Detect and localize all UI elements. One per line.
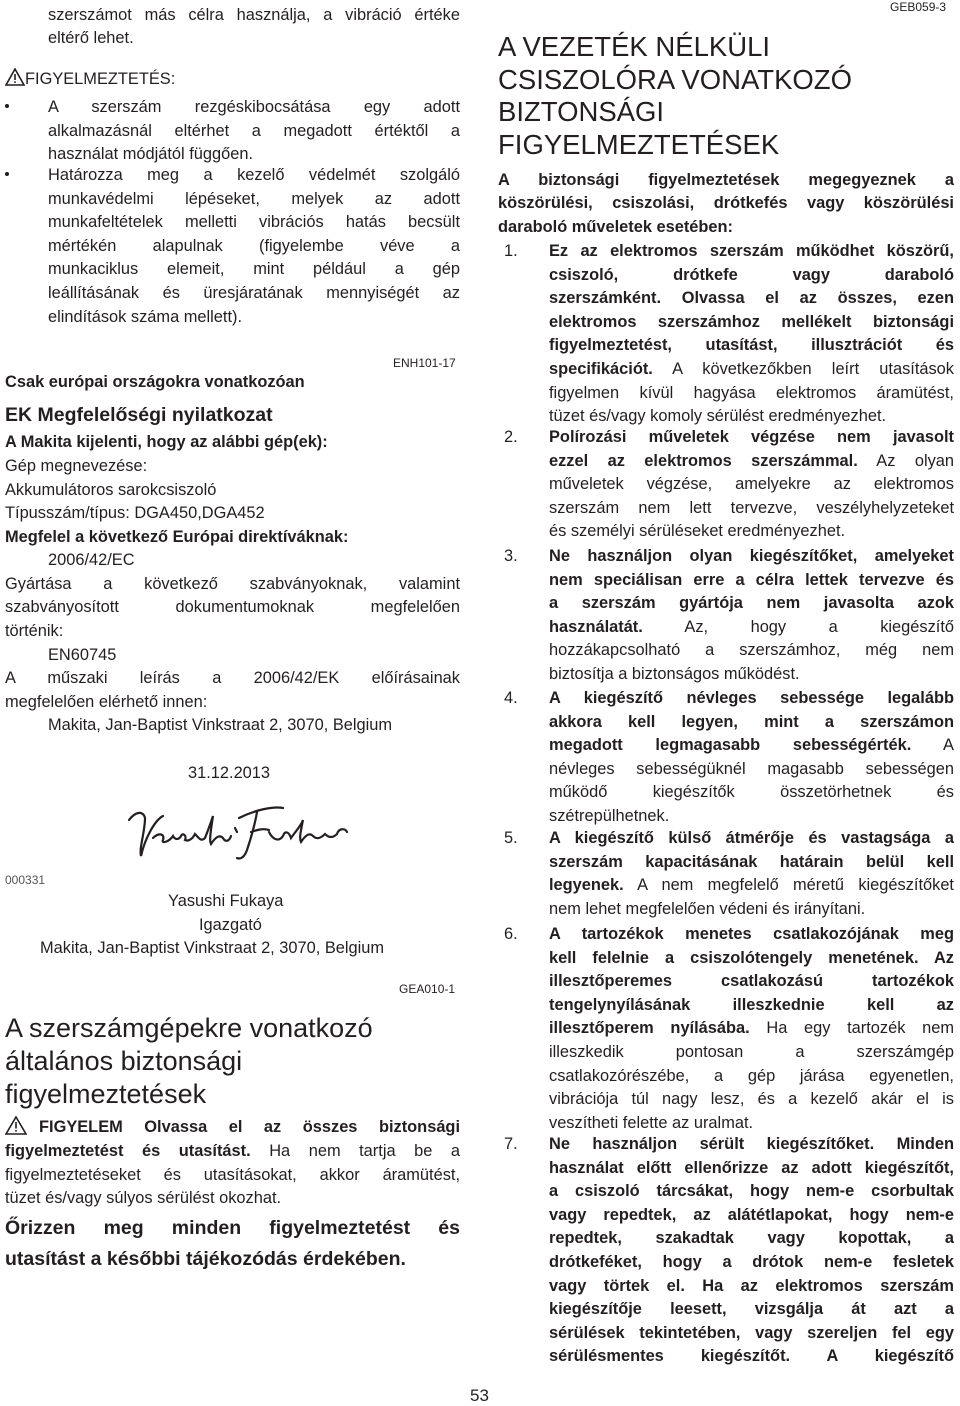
bold-segment: csiszoló, drótkefe vagy daraboló	[549, 265, 954, 284]
bold-segment: a szerszám gyártója nem javasolta azok	[549, 594, 954, 613]
gea-code: GEA010-1	[399, 982, 456, 996]
item-line	[549, 334, 954, 358]
item-line	[549, 1180, 954, 1204]
bullet-dot	[5, 104, 9, 108]
bold-segment: vagy törtek el. Ha az elektromos szerszám	[549, 1276, 954, 1295]
item-number: 6.	[504, 925, 518, 943]
general-heading	[5, 1012, 373, 1111]
bullet-2-line: leállításának és üresjáratának mennyiségét az	[48, 283, 460, 302]
text-segment: Ha egy tartozék nem	[749, 1019, 954, 1038]
bullet-1-line: használat módjától függően.	[48, 145, 254, 164]
warning-triangle-icon	[5, 1116, 27, 1135]
text-segment: nem lehet megfelelően védeni és irányítani.	[549, 899, 866, 918]
right-heading-line: CSISZOLÓRA VONATKOZÓ	[498, 63, 852, 95]
standard: EN60745	[48, 646, 117, 664]
made-line-2: szabványosított dokumentumoknak megfelelően	[5, 598, 460, 616]
item-number: 4.	[504, 689, 518, 707]
item-line	[549, 663, 954, 687]
model-label: Típusszám/típus: DGA450,DGA452	[5, 504, 265, 522]
right-intro-line: A biztonsági figyelmeztetések megegyeznek a	[498, 171, 954, 189]
general-heading-line: A szerszámgépekre vonatkozó	[5, 1013, 373, 1043]
bold-segment: Ne használjon sérült kiegészítőket.	[549, 1135, 875, 1153]
item-line	[549, 1275, 954, 1299]
figyelem-line-3: figyelmeztetéseket és utasításokat, akkor áramütést,	[5, 1166, 460, 1184]
right-heading-line: A VEZETÉK NÉLKÜLI	[498, 31, 771, 62]
item-line	[549, 287, 954, 311]
bold-segment: elektromos szerszámhoz mellékelt biztonsági	[549, 312, 954, 331]
item-number: 1.	[504, 242, 518, 260]
item-number: 5.	[504, 829, 518, 847]
address: Makita, Jan-Baptist Vinkstraat 2, 3070, Belgium	[48, 716, 393, 734]
item-line	[549, 1157, 954, 1181]
bold-segment: a csiszoló tárcsákat, hogy nem-e csorbultak	[549, 1182, 954, 1201]
text-segment: névleges sebességüknél magasabb sebességen	[549, 759, 954, 778]
bold-segment: szerszám kapacitásának határain belül kell	[549, 852, 954, 871]
text-segment: szétrepülhetnek.	[549, 806, 670, 825]
geb-code: GEB059-3	[890, 0, 947, 14]
keep-line-1: Őrizzen meg minden figyelmeztetést és	[5, 1217, 460, 1239]
complies-heading: Megfelel a következő Európai direktíváknak:	[5, 528, 349, 546]
item-line	[549, 569, 954, 593]
item-line	[549, 1017, 954, 1041]
bold-segment: kell felelnie a csiszolótengely menetének. Az	[549, 948, 954, 967]
item-line	[549, 781, 954, 805]
text-segment: biztosítja a biztonságos működést.	[549, 664, 800, 683]
tech-line-1: A műszaki leírás a 2006/42/EK előírásainak	[5, 669, 460, 687]
bold-segment: használat előtt ellenőrizze az adott kiegészítőt,	[549, 1158, 954, 1177]
made-line-1: Gyártása a következő szabványoknak, valamint	[5, 575, 460, 593]
text-segment: vibrációja túl nagy lesz, és a kezelő akár el is	[549, 1090, 954, 1109]
intro-line-1: szerszámot más célra használja, a vibráció értéke	[48, 6, 460, 24]
bullet-dot	[5, 172, 9, 176]
item-line	[549, 947, 954, 971]
directive: 2006/42/EC	[48, 551, 135, 569]
item-line	[549, 1204, 954, 1228]
item-line	[549, 520, 954, 544]
bold-segment: figyelmeztetést, utasítást, illusztrációt és	[549, 336, 954, 355]
bold-segment: vagy repedtek, az alátétlapokat, hogy nem-e	[549, 1205, 954, 1224]
figyelem-rest-2: Ha nem tartja be a	[250, 1142, 460, 1160]
figyelem-line-2	[5, 1140, 460, 1164]
item-line	[549, 497, 954, 521]
intro-line-2: eltérő lehet.	[48, 29, 134, 47]
item-line	[549, 264, 954, 288]
warning-heading-text: FIGYELMEZTETÉS:	[25, 70, 176, 88]
item-line	[549, 923, 954, 947]
item-line	[549, 1041, 954, 1065]
figyelem-bold-2: figyelmeztetést és utasítást.	[5, 1142, 251, 1160]
signer-title: Igazgató	[199, 916, 262, 934]
bold-segment: megadott legmagasabb sebességérték.	[549, 736, 912, 755]
bullet-2-line: munkafeltételek melletti vibrációs hatás becsült	[48, 213, 460, 232]
item-line	[549, 874, 954, 898]
bold-segment: ezzel az elektromos szerszámmal.	[549, 451, 858, 470]
text-segment: A nem megfelelő méretű kiegészítőket	[623, 876, 954, 895]
bold-segment: specifikációt.	[549, 359, 653, 378]
tech-line-2: megfelelően elérhető innen:	[5, 693, 208, 711]
makita-declares: A Makita kijelenti, hogy az alábbi gép(ek):	[5, 433, 328, 451]
item-line	[549, 426, 954, 450]
item-line	[549, 805, 954, 829]
right-heading-line: FIGYELMEZTETÉSEK	[498, 128, 780, 160]
text-segment: hozzákapcsolható a szerszámhoz, még nem	[549, 641, 954, 660]
item-line	[549, 1133, 954, 1157]
doc-code: 000331	[5, 873, 46, 887]
declaration-date: 31.12.2013	[188, 764, 271, 782]
text-segment: és személyi sérüléseket eredményezhet.	[549, 522, 846, 541]
item-line	[549, 758, 954, 782]
bullet-2-line: mértékén alapulnak (figyelembe véve a	[48, 236, 460, 255]
text-segment: Az, hogy a kiegészítő	[642, 617, 954, 636]
bold-segment: Olvassa el az összes, ezen	[661, 289, 954, 308]
text-segment: veszítheti felette az uralmat.	[549, 1113, 754, 1132]
item-line	[549, 450, 954, 474]
bullet-1-line: alkalmazásnál eltérhet a megadott értéktől a	[48, 121, 460, 140]
bullet-1-line: A szerszám rezgéskibocsátása egy adott	[48, 98, 460, 116]
figyelem-line-1	[5, 1116, 460, 1141]
item-line	[549, 616, 954, 640]
right-heading-line: BIZTONSÁGI	[498, 96, 665, 127]
bold-segment: tengelynyílásának illeszkednie kell az	[549, 995, 954, 1014]
text-segment: műveletek végzése, amelyekre az elektromos	[549, 475, 954, 494]
bold-segment: akkora kell legyen, mint a szerszámon	[549, 712, 954, 731]
bold-segment: illesztőperem nyílásába.	[549, 1019, 750, 1038]
bold-segment: drótkeféket, hogy a drótok nem-e fesletek	[549, 1252, 954, 1271]
bullet-2-line: munkavédelmi lépéseket, melyek az adott	[48, 189, 460, 208]
bold-segment: kiegészítője leesett, vizsgálja át azt a	[549, 1300, 954, 1319]
right-intro-line: köszörülési, csiszolási, drótkefés vagy köszörülési	[498, 194, 954, 212]
bold-segment: Polírozási műveletek végzése nem javasolt	[549, 428, 954, 446]
text-segment: működő kiegészítők összetörhetnek és	[549, 783, 954, 802]
item-line	[549, 1088, 954, 1112]
item-number: 3.	[504, 547, 518, 565]
page-number: 53	[470, 1386, 489, 1405]
item-line	[549, 711, 954, 735]
warning-heading	[5, 68, 175, 92]
bold-segment: Ez az elektromos szerszám működhet köszörű,	[549, 242, 954, 260]
bold-segment: Ne használjon olyan kiegészítőket, amelyeket	[549, 547, 954, 565]
item-line	[549, 994, 954, 1018]
bold-segment: sérülésmentes kiegészítőt. A kiegészítő	[549, 1347, 954, 1366]
right-heading	[498, 31, 852, 161]
bold-segment: A kiegészítő külső átmérője és vastagsága a	[549, 829, 954, 847]
warning-triangle-icon	[5, 68, 25, 86]
machine-name: Akkumulátoros sarokcsiszoló	[5, 481, 217, 499]
text-segment: A következőkben leírt utasítások	[652, 359, 954, 378]
item-line	[549, 1227, 954, 1251]
item-line	[549, 827, 954, 851]
figyelem-line-4: tüzet és/vagy súlyos sérülést okozhat.	[5, 1189, 282, 1207]
text-segment: figyelmen kívül hagyása elektromos áramütést,	[549, 383, 954, 402]
declaration-title: EK Megfelelőségi nyilatkozat	[5, 404, 273, 426]
item-line	[549, 473, 954, 497]
general-heading-line: figyelmeztetések	[5, 1079, 207, 1109]
text-segment: illeszkedik pontosan a szerszámgép	[549, 1042, 954, 1061]
bold-segment: repedtek, szakadtak vagy kopottak, a	[549, 1229, 954, 1248]
text-segment: tüzet és/vagy komoly sérülést eredményezhet.	[549, 407, 887, 426]
item-line	[549, 639, 954, 663]
item-line	[549, 382, 954, 406]
bold-segment: legyenek.	[549, 876, 624, 895]
bullet-2-line: elindítások száma mellett).	[48, 307, 243, 326]
eu-only-heading: Csak európai országokra vonatkozóan	[5, 373, 305, 391]
text-segment: Az olyan	[857, 451, 955, 470]
bold-segment: A kiegészítő névleges sebessége legalább	[549, 689, 954, 707]
item-line	[549, 1345, 954, 1369]
bold-segment: illesztőperemes csatlakozású tartozékok	[549, 972, 954, 991]
item-line	[549, 1251, 954, 1275]
bullet-2-line: munkaciklus elemeit, mint például a gép	[48, 260, 460, 279]
made-line-3: történik:	[5, 622, 64, 640]
item-line	[549, 898, 954, 922]
item-line	[549, 1298, 954, 1322]
signer-name: Yasushi Fukaya	[168, 892, 284, 910]
item-number: 7.	[504, 1135, 518, 1153]
bold-segment: használatát.	[549, 617, 643, 636]
bold-segment: Minden	[874, 1135, 954, 1153]
item-line	[549, 358, 954, 382]
text-segment: A	[911, 736, 954, 755]
item-line	[549, 592, 954, 616]
bullet-2-line: Határozza meg a kezelő védelmét szolgáló	[48, 166, 460, 184]
bold-segment: szerszámként.	[549, 289, 662, 308]
figyelem-bold-text: FIGYELEM Olvassa el az összes biztonsági	[39, 1118, 460, 1136]
enh-code: ENH101-17	[393, 356, 456, 370]
keep-line-2: utasítást a későbbi tájékozódás érdekében.	[5, 1248, 406, 1270]
item-line	[549, 1322, 954, 1346]
text-segment: szerszám nem lett tervezve, veszélyhelyzeteket	[549, 498, 954, 517]
general-heading-line: általános biztonsági	[5, 1046, 243, 1076]
item-line	[549, 734, 954, 758]
machine-label: Gép megnevezése:	[5, 457, 148, 475]
text-segment: csatlakozórészébe, a gép járása egyenetlen,	[549, 1066, 954, 1085]
item-line	[549, 970, 954, 994]
right-intro-line: daraboló műveletek esetében:	[498, 218, 734, 236]
item-line	[549, 545, 954, 569]
item-number: 2.	[504, 428, 518, 446]
signature-image	[123, 798, 353, 868]
item-line	[549, 851, 954, 875]
bold-segment: nem speciálisan erre a célra lettek tervezve és	[549, 570, 954, 589]
item-line	[549, 240, 954, 264]
item-line	[549, 1065, 954, 1089]
signer-address: Makita, Jan-Baptist Vinkstraat 2, 3070, Belgium	[40, 939, 385, 957]
item-line	[549, 1112, 954, 1136]
item-line	[549, 687, 954, 711]
item-line	[549, 311, 954, 335]
bold-segment: A tartozékok menetes csatlakozójának meg	[549, 925, 954, 943]
bold-segment: sérülések tekintetében, vagy szereljen fel egy	[549, 1323, 954, 1342]
